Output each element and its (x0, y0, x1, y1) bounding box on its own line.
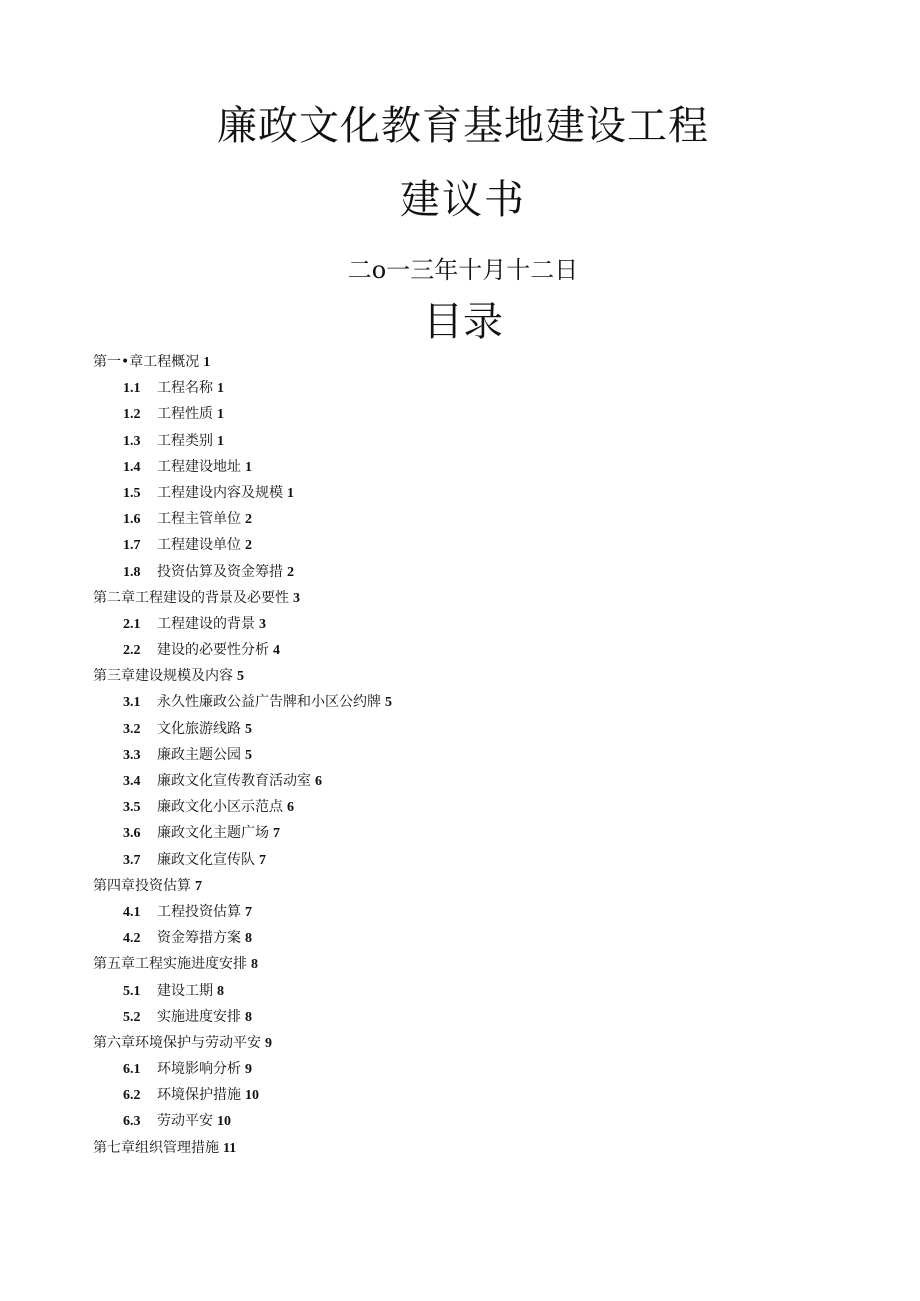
toc-entry-label: 工程投资估算 (157, 903, 241, 920)
toc-section-entry[interactable] (93, 506, 793, 532)
toc-entry-page-number: 8 (245, 1009, 252, 1025)
toc-entry-page-number: 10 (217, 1114, 231, 1130)
document-date: 二o一三年十月十二日 (347, 256, 579, 284)
toc-entry-label: 廉政主题公园 (157, 746, 241, 763)
toc-entry-page-number: 11 (223, 1140, 237, 1156)
toc-entry-number: 2.1 (123, 616, 141, 632)
toc-entry-number: 4.1 (123, 904, 141, 920)
toc-section-entry[interactable] (93, 532, 793, 558)
toc-entry-number: 1.1 (123, 381, 141, 397)
toc-entry-page-number: 1 (203, 355, 211, 370)
toc-entry-label: 第六章环境保护与劳动平安 (93, 1034, 261, 1051)
toc-entry-label: 建设的必要性分析 (157, 642, 269, 659)
toc-entry-number: 3.5 (123, 800, 141, 816)
toc-entry-label: 劳动平安 (157, 1113, 213, 1130)
toc-entry-number: 5.2 (123, 1009, 141, 1025)
toc-section-entry[interactable] (93, 768, 793, 794)
toc-chapter-entry[interactable] (93, 663, 793, 689)
toc-section-entry[interactable] (93, 899, 793, 925)
toc-section-entry[interactable] (93, 637, 793, 663)
toc-entry-number: 1.6 (123, 512, 141, 528)
toc-section-entry[interactable] (93, 716, 793, 742)
toc-section-entry[interactable] (93, 742, 793, 768)
toc-section-entry[interactable] (93, 1004, 793, 1030)
toc-section-entry[interactable] (93, 428, 793, 454)
toc-entry-page-number: 5 (245, 721, 252, 737)
toc-entry-page-number: 9 (265, 1035, 272, 1051)
toc-entry-label: 环境影响分析 (157, 1061, 241, 1078)
toc-entry-page-number: 3 (259, 616, 266, 632)
toc-entry-page-number: 9 (245, 1062, 252, 1078)
toc-entry-number: 3.6 (123, 826, 141, 842)
toc-section-entry[interactable] (93, 1082, 793, 1108)
toc-chapter-entry[interactable] (93, 585, 793, 611)
toc-entry-label: 第五章工程实施进度安排 (93, 956, 247, 973)
toc-entry-number: 3.3 (123, 747, 141, 763)
toc-entry-number: 5.1 (123, 983, 141, 999)
toc-entry-number: 1.5 (123, 485, 141, 501)
toc-entry-page-number: 5 (385, 695, 392, 711)
toc-entry-number: 1.3 (123, 433, 141, 449)
toc-entry-page-number: 1 (217, 433, 224, 449)
toc-section-entry[interactable] (93, 1056, 793, 1082)
toc-entry-label: 建设工期 (157, 982, 213, 999)
toc-section-entry[interactable] (93, 559, 793, 585)
toc-entry-number: 6.2 (123, 1088, 141, 1104)
toc-entry-label: 第一•章工程概况 (93, 354, 200, 370)
toc-entry-number: 1.8 (123, 564, 141, 580)
toc-entry-label: 第七章组织管理措施 (93, 1139, 219, 1156)
toc-entry-page-number: 7 (245, 904, 252, 920)
toc-entry-label: 工程建设内容及规模 (157, 484, 283, 501)
toc-entry-label: 资金筹措方案 (157, 930, 241, 947)
toc-entry-page-number: 1 (287, 485, 294, 501)
toc-entry-page-number: 2 (245, 512, 252, 528)
toc-entry-label: 投资估算及资金筹措 (157, 563, 283, 580)
toc-entry-label: 环境保护措施 (157, 1087, 241, 1104)
toc-entry-number: 6.3 (123, 1114, 141, 1130)
toc-chapter-entry[interactable] (93, 951, 793, 977)
toc-heading: 目录 (423, 299, 503, 345)
toc-entry-page-number: 1 (217, 407, 224, 423)
toc-section-entry[interactable] (93, 611, 793, 637)
toc-entry-number: 3.1 (123, 695, 141, 711)
toc-entry-page-number: 10 (245, 1088, 259, 1104)
toc-entry-page-number: 6 (287, 800, 294, 816)
toc-entry-label: 第三章建设规模及内容 (93, 668, 233, 685)
toc-entry-label: 永久性廉政公益广告牌和小区公约牌 (157, 694, 381, 711)
toc-entry-number: 3.7 (123, 852, 141, 868)
toc-chapter-entry[interactable] (93, 349, 793, 375)
toc-entry-page-number: 6 (315, 774, 322, 789)
toc-entry-number: 1.7 (123, 538, 141, 554)
toc-section-entry[interactable] (93, 689, 793, 715)
toc-entry-label: 工程建设的背景 (157, 615, 255, 632)
toc-section-entry[interactable] (93, 820, 793, 846)
toc-section-entry[interactable] (93, 1108, 793, 1134)
toc-section-entry[interactable] (93, 847, 793, 873)
toc-section-entry[interactable] (93, 794, 793, 820)
toc-entry-page-number: 8 (245, 931, 252, 947)
toc-entry-label: 廉政文化小区示范点 (157, 799, 283, 816)
toc-entry-number: 2.2 (123, 643, 141, 659)
toc-entry-label: 廉政文化主题广场 (157, 825, 269, 842)
document-subtitle: 建议书 (400, 177, 526, 223)
toc-entry-label: 工程建设地址 (157, 458, 241, 475)
toc-entry-label: 第二章工程建设的背景及必要性 (93, 589, 289, 606)
toc-entry-number: 1.2 (123, 407, 141, 423)
toc-entry-label: 工程名称 (157, 380, 213, 397)
toc-entry-page-number: 5 (237, 669, 244, 685)
toc-entry-page-number: 1 (245, 459, 252, 475)
toc-entry-number: 1.4 (123, 459, 141, 475)
toc-entry-label: 工程类别 (157, 432, 213, 449)
toc-entry-page-number: 7 (259, 852, 266, 868)
toc-section-entry[interactable] (93, 925, 793, 951)
toc-entry-number: 3.4 (123, 774, 141, 789)
toc-entry-page-number: 7 (195, 878, 202, 894)
toc-entry-page-number: 5 (245, 747, 252, 763)
toc-entry-page-number: 2 (287, 564, 294, 580)
toc-chapter-entry[interactable] (93, 1030, 793, 1056)
toc-section-entry[interactable] (93, 454, 793, 480)
toc-entry-label: 第四章投资估算 (93, 877, 191, 894)
toc-entry-label: 廉政文化宣传队 (157, 851, 255, 868)
toc-section-entry[interactable] (93, 480, 793, 506)
toc-entry-label: 工程性质 (157, 406, 213, 423)
toc-entry-page-number: 2 (245, 538, 252, 554)
toc-section-entry[interactable] (93, 375, 793, 401)
toc-entry-label: 文化旅游线路 (157, 720, 241, 737)
toc-chapter-entry[interactable] (93, 873, 793, 899)
toc-entry-page-number: 3 (293, 590, 300, 606)
toc-entry-label: 实施进度安排 (157, 1008, 241, 1025)
toc-entry-page-number: 7 (273, 826, 280, 842)
toc-entry-number: 4.2 (123, 931, 141, 947)
toc-entry-label: 工程主管单位 (157, 511, 241, 528)
toc-entry-page-number: 1 (217, 381, 224, 397)
document-title: 廉政文化教育基地建设工程 (217, 103, 709, 149)
toc-entry-number: 3.2 (123, 721, 141, 737)
table-of-contents (93, 349, 793, 1161)
toc-entry-page-number: 8 (217, 983, 224, 999)
toc-chapter-entry[interactable] (93, 1135, 793, 1161)
toc-entry-number: 6.1 (123, 1062, 141, 1078)
toc-section-entry[interactable] (93, 401, 793, 427)
toc-entry-label: 工程建设单位 (157, 537, 241, 554)
toc-entry-page-number: 4 (273, 643, 280, 659)
toc-entry-label: 廉政文化宣传教育活动室 (157, 773, 311, 789)
toc-entry-page-number: 8 (251, 957, 258, 973)
toc-section-entry[interactable] (93, 978, 793, 1004)
